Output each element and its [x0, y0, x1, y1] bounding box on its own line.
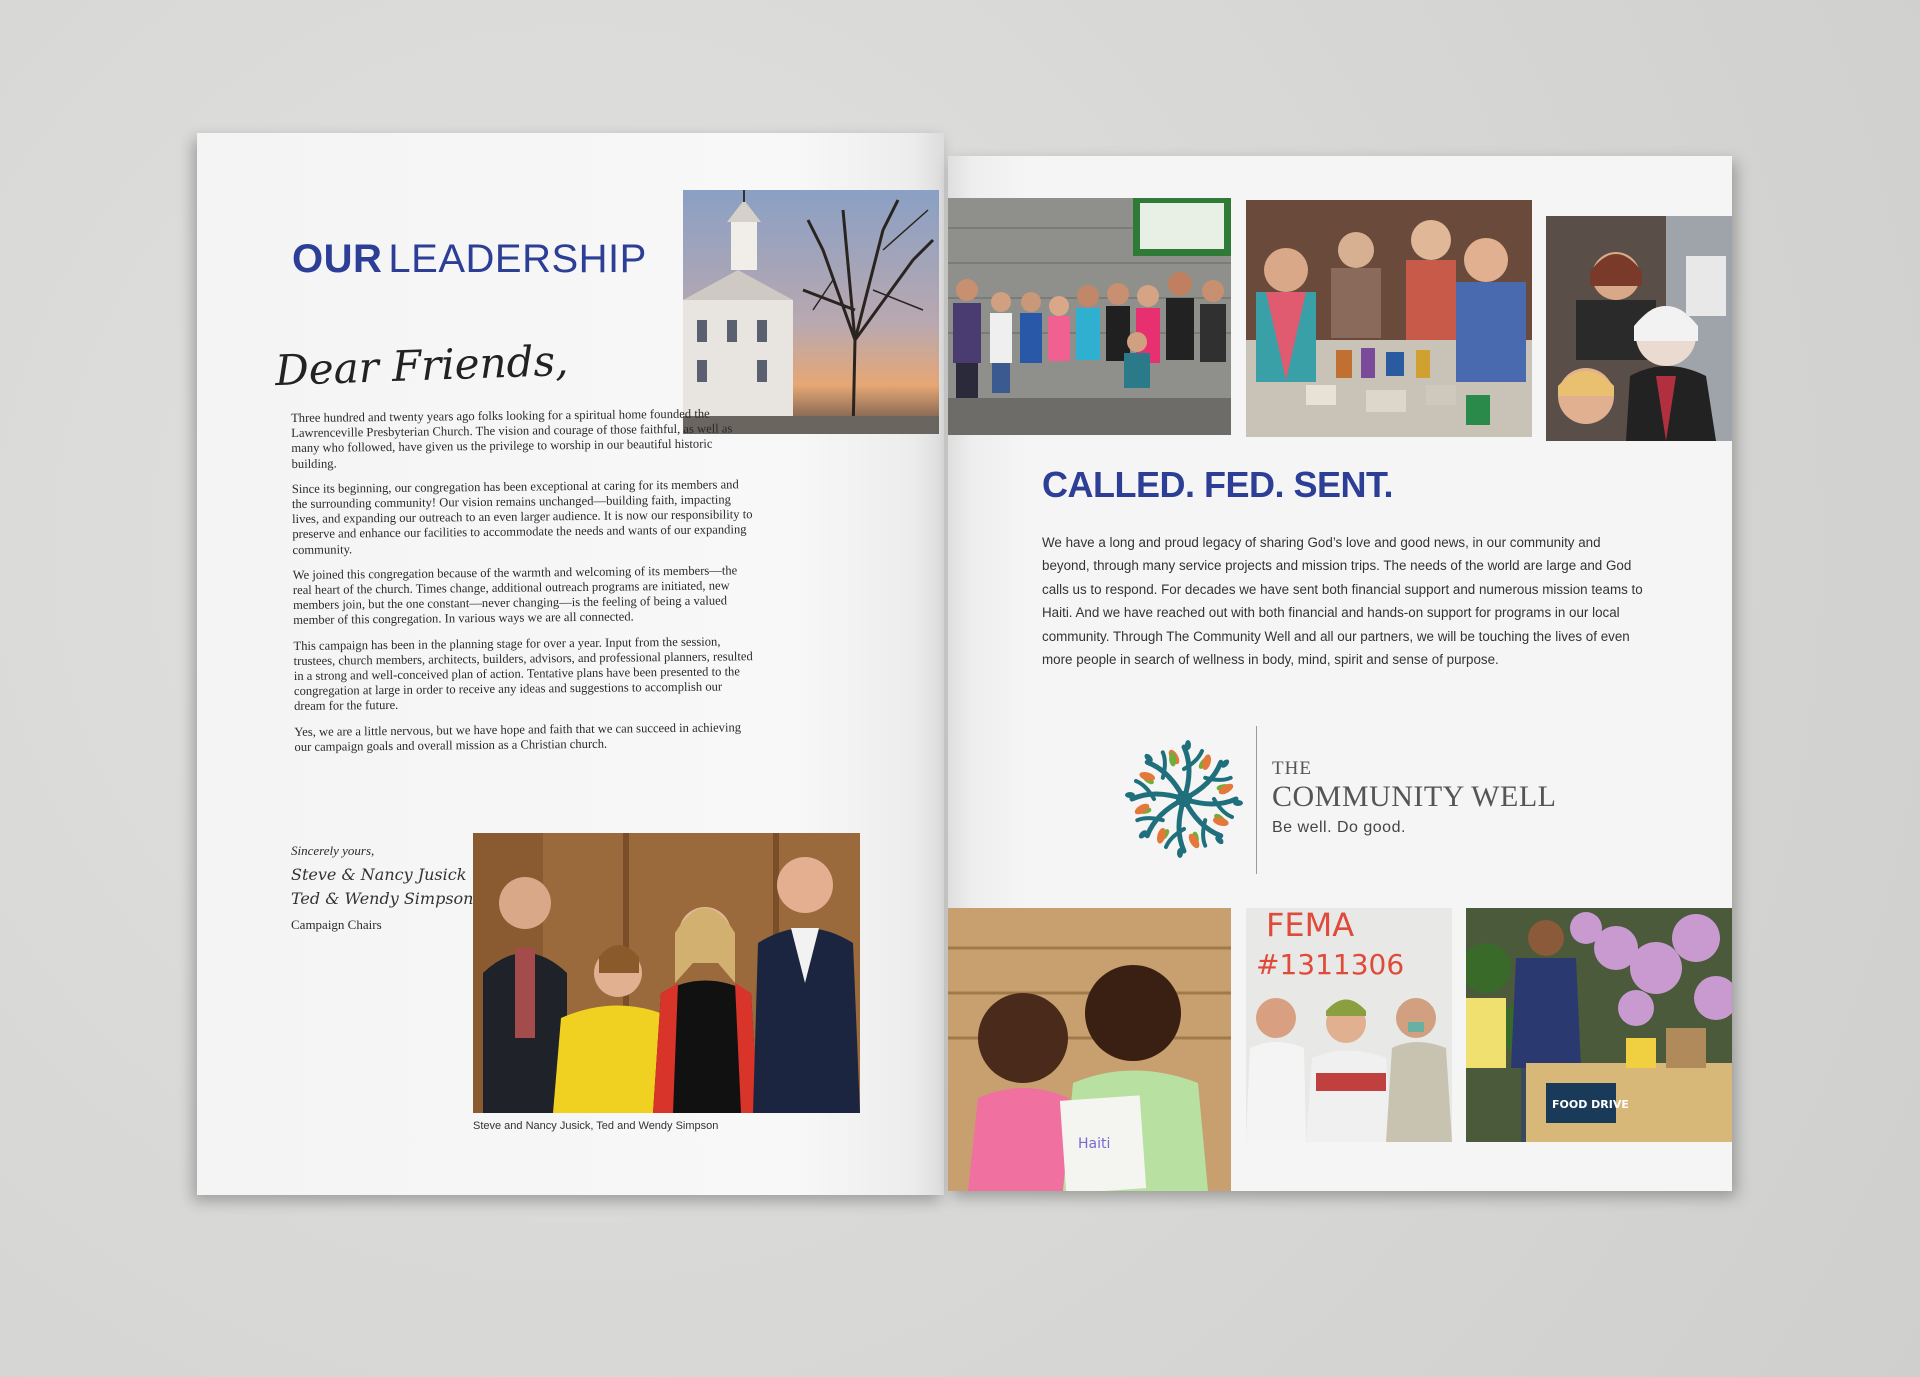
left-page — [197, 133, 944, 1195]
mission-text: We have a long and proud legacy of sharing God’s love and good news, in our community and beyond, through many service projects and mission trips. The needs of the world are large and God calls us to respond. For decades we have sent both financial support and numerous mission teams to Haiti. And we have reached out with both financial and hands-on support for programs in our local community. Through The Community Well and all our partners, we will be touching the lives of even more people in search of wellness in body, mind, spirit and sense of purpose. — [1042, 535, 1643, 668]
choir-photo — [1546, 216, 1732, 441]
letter-paragraph: Three hundred and twenty years ago folks looking for a spiritual home founded the Lawrenceville Presbyterian Church. The vision and courage of those faithful, as well as many who followed, have given us the privilege to worship in our beautiful historic building. — [291, 406, 733, 471]
wall-text: FEMA — [1266, 908, 1355, 944]
logo-tagline: Be well. Do good. — [1272, 819, 1406, 836]
section-title: CALLED. FED. SENT. — [1042, 464, 1394, 505]
group-photo-wall — [948, 198, 1231, 435]
fema-volunteers-photo — [1246, 908, 1452, 1142]
letter-paragraph: Yes, we are a little nervous, but we have hope and faith that we can succeed in achieving our campaign goals and overall mission as a Christian church. — [294, 719, 742, 754]
logo-the: THE — [1272, 758, 1312, 779]
drawing-text: Haiti — [1078, 1136, 1111, 1152]
page-title: OUR LEADERSHIP — [292, 237, 647, 281]
church-photo — [683, 190, 939, 434]
food-packing-photo — [1246, 200, 1532, 437]
wall-text: #1311306 — [1256, 948, 1405, 981]
campaign-chairs-photo — [473, 833, 860, 1113]
letter-body — [291, 406, 757, 765]
signer-title: Campaign Chairs — [291, 917, 382, 932]
closing-block — [291, 843, 481, 933]
salutation: Dear Friends, — [274, 335, 570, 396]
signature: Ted & Wendy Simpson — [291, 889, 474, 908]
sign-text: FOOD DRIVE — [1552, 1098, 1629, 1111]
logo-divider — [1256, 726, 1257, 874]
closing-line: Sincerely yours, — [291, 843, 375, 858]
letter-paragraph: We joined this congregation because of the warmth and welcoming of its members—the real heart of the church. Times change, additional outreach programs are initiated, new members join, but the one constant—never changing—is the feeling of being a valued member of this congregation. In various ways we are all connected. — [292, 563, 738, 628]
community-well-logo-icon — [1124, 739, 1244, 859]
right-page — [948, 156, 1732, 1191]
photo-caption: Steve and Nancy Jusick, Ted and Wendy Simpson — [473, 1120, 719, 1132]
logo-name: COMMUNITY WELL — [1272, 780, 1557, 813]
children-photo — [948, 908, 1231, 1191]
food-drive-photo — [1466, 908, 1732, 1142]
letter-paragraph: Since its beginning, our congregation has been exceptional at caring for its members and the surrounding community! Our vision remains unchanged—building faith, impacting lives, and expanding our outreach to an even larger audience. It is now our responsibility to preserve and enhance our facilities to accommodate the needs and wants of our expanding community. — [291, 477, 753, 557]
letter-paragraph: This campaign has been in the planning stage for over a year. Input from the session, trustees, church members, architects, builders, advisors, and professional planners, resulted in a strong and well-conceived plan of action. Tentative plans have been presented to the congregation at large in order to receive any ideas and suggestions to accomplish our dream for the future. — [293, 634, 753, 714]
signature: Steve & Nancy Jusick — [291, 865, 467, 884]
